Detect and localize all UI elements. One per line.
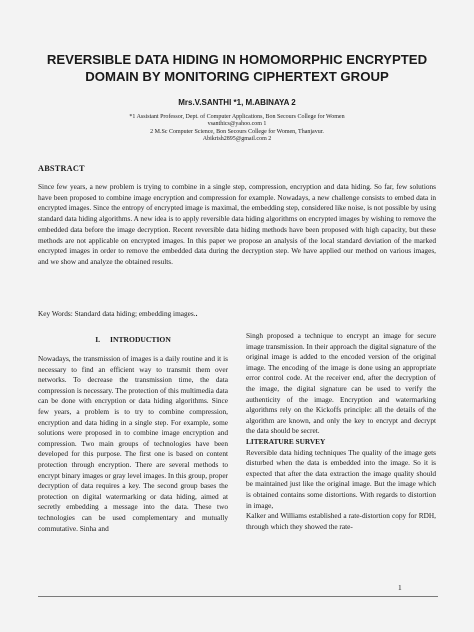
right-paragraph-2: Reversible data hiding techniques The quality of the image gets disturbed when the data is embedded into the image. So it is expected that after the data extraction the image quality should be maintained just like the original image. But the image which is obtained contains some distortions. With regards to distortion in image,: [246, 447, 436, 510]
keywords-period: .: [195, 309, 198, 318]
right-paragraph-1: Singh proposed a technique to encrypt an image for secure image transmission. In their approach the digital signature of the original image is added to the encoded version of the original image. The encoding of the image is done using an appropriate error control code. At the receiver end, after the decryption of the image, the digital signature can be used to verify the authenticity of the image. Encryption and watermarking algorithms rely on the Kickoffs principle: all the details of the algorithm are known, and only the key to encrypt and decrypt the data should be secret.: [246, 331, 436, 436]
footer-divider: [38, 596, 438, 597]
literature-survey-heading: LITERATURE SURVEY: [246, 436, 326, 446]
paper-title: REVERSIBLE DATA HIDING IN HOMOMORPHIC ENCRYPTED DOMAIN BY MONITORING CIPHERTEXT GROUP: [46, 52, 428, 84]
introduction-heading: [38, 335, 228, 344]
affiliation-line-2: 2 M.Sc Computer Science, Bon Secours College for Women, Thanjavur.: [150, 128, 324, 135]
affiliations: [60, 114, 414, 143]
keywords: [38, 309, 436, 320]
abstract-text: Since few years, a new problem is trying to combine in a single step, compression, encryption and data hiding. So far, few solutions have been proposed to combine image encryption and compression for example. Nowadays, a new challenge consists to embed data in encrypted images. Since the entropy of encrypted image is maximal, the embedding step, considered like noise, is not possible by using standard data hiding algorithms. A new idea is to apply reversible data hiding algorithms on encrypted images by wishing to remove the embedded data before the image decryption. Recent reversible data hiding methods have been proposed with high capacity, but these methods are not applicable on encrypted images. In this paper we propose an analysis of the local standard deviation of the marked encrypted images in order to remove the embedded data during the decryption step. We have applied our method on various images, and we show and analyze the obtained results.: [38, 182, 436, 266]
section-title: INTRODUCTION: [110, 335, 171, 344]
left-column: [38, 331, 228, 534]
right-paragraph-3: Kalker and Williams established a rate-distortion copy for RDH, through which they showed the rate-: [246, 511, 436, 531]
affiliation-line-1: *1 Assistant Professor, Dept. of Computer Applications, Bon Secours College for Women: [129, 114, 345, 120]
keywords-text: Standard data hiding; embedding images.: [72, 309, 196, 318]
section-number: I.: [95, 335, 101, 344]
right-column: [246, 331, 436, 532]
abstract-heading: ABSTRACT: [38, 164, 85, 173]
author-email-2: Abikrish2895@gmail.com 2: [202, 135, 272, 142]
page-number: 1: [398, 583, 402, 592]
paper-authors: Mrs.V.SANTHI *1, M.ABINAYA 2: [178, 98, 296, 107]
author-email-1: vsanthics@yahoo.com 1: [207, 121, 267, 128]
keywords-label: Key Words:: [38, 309, 73, 318]
introduction-text: Nowadays, the transmission of images is a daily routine and it is necessary to find an efficient way to transmit them over networks. To decrease the transmission time, the data compression is necessary. The protection of this multimedia data can be done with encryption or data hiding algorithms. Since few years, a problem is to try to combine compression, encryption and data hiding in a single step. For example, some solutions were proposed in to combine image encryption and compression. Two main groups of technologies have been developed for this purpose. The first one is based on content protection through encryption. There are several methods to encrypt binary images or gray level images. In this group, proper decryption of data requires a key. The second group bases the protection on digital watermarking or data hiding, aimed at secretly embedding a message into the data. These two technologies can be used complementary and mutually commutative. Sinha and: [38, 354, 228, 533]
